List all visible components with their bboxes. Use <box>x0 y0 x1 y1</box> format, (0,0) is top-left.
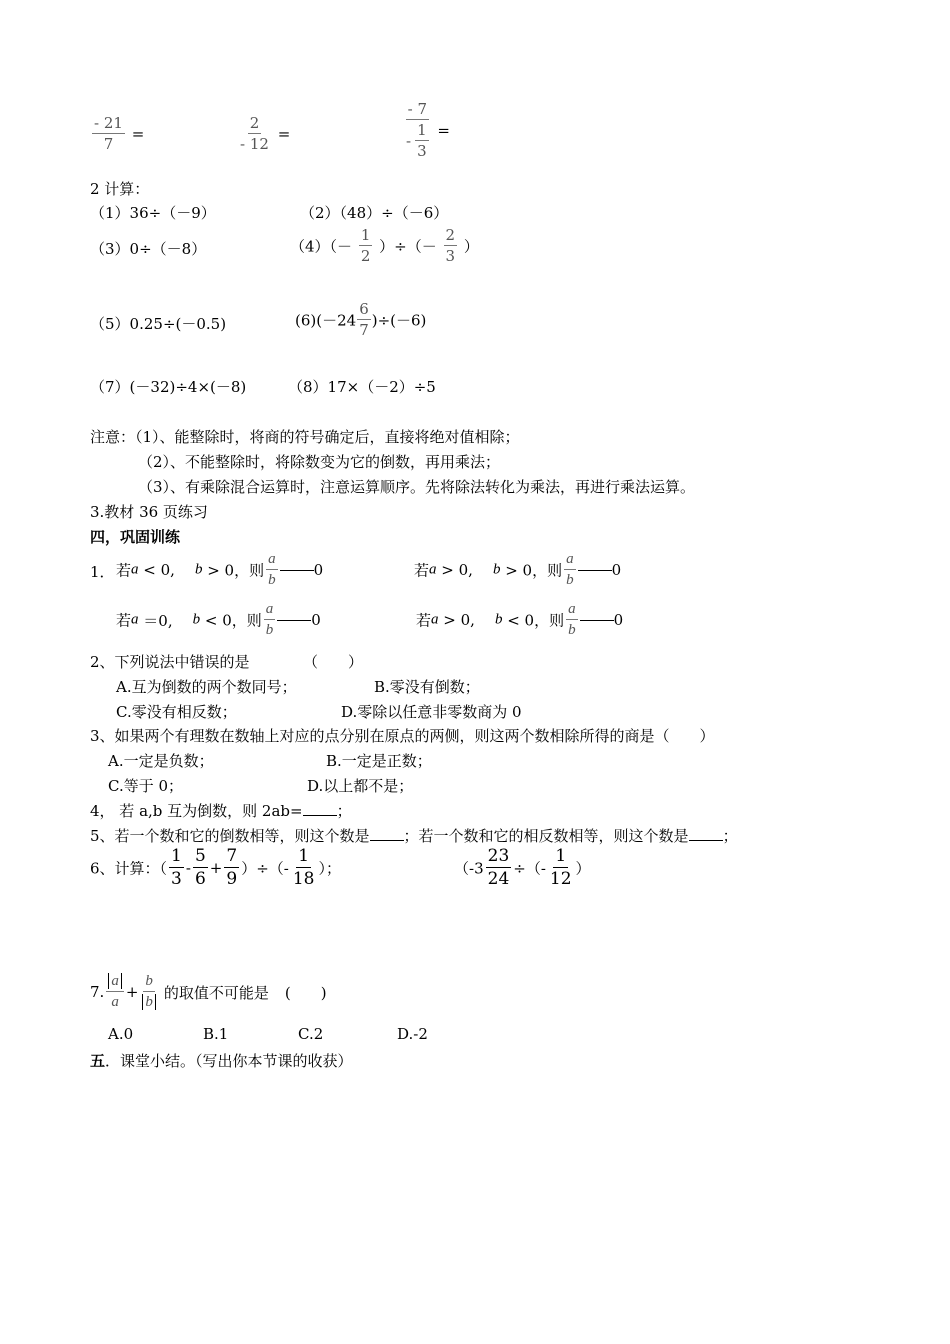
mixed-number-whole: （-3 <box>454 859 484 878</box>
section-3-text: 3.教材 36 页练习 <box>90 503 208 521</box>
operator-divide: ）÷（- <box>241 859 289 878</box>
frac-num: - 21 <box>94 114 123 132</box>
section-5 <box>90 1050 353 1071</box>
question-6-label: 6、计算：（ <box>90 859 168 878</box>
frac-den: 2 <box>360 247 371 265</box>
frac-num: b <box>143 974 155 992</box>
cond-a-relation: > 0, <box>438 611 475 629</box>
condition-1a <box>116 552 323 588</box>
frac-num: 1 <box>298 846 310 866</box>
frac-num: 1 <box>171 846 182 866</box>
var-b: b <box>194 561 203 578</box>
frac-den: 3 <box>445 247 456 265</box>
frac-den: 6 <box>194 869 206 889</box>
note-line-3: （3）、有乘除混合运算时，注意运算顺序。先将除法转化为乘法，再进行乘法运算。 <box>138 478 696 496</box>
operator-plus: + <box>209 859 223 877</box>
question-2-option-a: A.互为倒数的两个数同号； <box>116 678 297 696</box>
question-3-option-a: A.一定是负数； <box>108 752 214 770</box>
answer-blank[interactable] <box>580 620 614 621</box>
cond-pre: 若 <box>116 611 132 630</box>
frac-den <box>404 120 431 159</box>
inner-num: 1 <box>417 121 427 139</box>
operator-minus: - <box>185 859 191 877</box>
problem-4-prefix: （4）（－ <box>290 237 353 256</box>
frac-den: 7 <box>359 321 369 339</box>
problem-8: （8）17×（－2）÷5 <box>288 378 436 396</box>
p1-label: 1． <box>90 563 115 581</box>
answer-blank[interactable] <box>277 620 311 621</box>
section-5-text: ．课堂小结。（写出你本节课的收获） <box>105 1052 353 1070</box>
frac-num: a <box>566 602 578 620</box>
operator-plus: + <box>125 983 139 1001</box>
frac-den-sign: - <box>406 131 412 150</box>
question-7-option-d: D.-2 <box>397 1025 428 1043</box>
complex-fraction <box>402 102 450 159</box>
problem-2: （2）（48）÷（－6） <box>300 204 449 222</box>
cond-post: 0 <box>611 561 622 579</box>
cond-b-relation: < 0，则 <box>200 611 262 630</box>
inner-den: 3 <box>417 142 427 160</box>
problem-3: （3）0÷（－8） <box>90 240 207 258</box>
question-5-end: ； <box>722 827 738 845</box>
cond-post: 0 <box>613 611 624 629</box>
frac-num: 6 <box>359 300 369 318</box>
question-3-stem: 3、如果两个有理数在数轴上对应的点分别在原点的两侧，则这两个数相除所得的商是（ ） <box>90 727 715 745</box>
equals-sign: = <box>437 121 450 140</box>
question-2-option-b: B.零没有倒数； <box>374 678 480 696</box>
question-6-expression-1 <box>90 848 341 888</box>
question-2-paren: （ ） <box>303 653 364 671</box>
cond-b-relation: > 0，则 <box>202 561 265 580</box>
frac-den: 7 <box>103 135 114 153</box>
cond-a-relation: < 0, <box>138 561 175 579</box>
var-b: b <box>192 611 201 628</box>
note-line-1: 注意：（1）、能整除时，将商的符号确定后，直接将绝对值相除； <box>90 428 520 446</box>
question-7-label: 7. <box>90 983 105 1001</box>
problem-1: （1）36÷（－9） <box>90 204 216 222</box>
frac-num: 7 <box>226 846 238 866</box>
cond-pre: 若 <box>116 561 132 580</box>
var-a: a <box>131 611 139 628</box>
frac-num: - 7 <box>407 100 427 118</box>
cond-a-relation: > 0, <box>436 561 473 579</box>
question-7-option-b: B.1 <box>203 1025 229 1043</box>
cond-a-relation: ＝0, <box>138 611 173 630</box>
question-3-option-d: D.以上都不是； <box>307 777 414 795</box>
condition-1c <box>116 602 321 638</box>
question-7 <box>90 974 327 1010</box>
frac-den: 18 <box>292 869 315 889</box>
problem-4-middle: ）÷（－ <box>379 237 437 256</box>
var-a: a <box>429 561 437 578</box>
answer-blank[interactable] <box>303 801 337 816</box>
question-5-part-2: ；若一个数和它的相反数相等，则这个数是 <box>403 827 689 845</box>
question-6-expression-2 <box>454 848 591 888</box>
cond-pre: 若 <box>416 611 432 630</box>
frac-den: 12 <box>549 869 572 889</box>
frac-den: b <box>568 622 576 638</box>
frac-den: 3 <box>171 869 182 889</box>
expression-end: ）； <box>318 859 341 878</box>
question-7-paren: ( ) <box>284 983 327 1002</box>
section-5-label: 五 <box>90 1052 106 1070</box>
frac-den: 24 <box>487 869 510 889</box>
problem-6-suffix: )÷(－6) <box>371 311 427 330</box>
question-3-option-b: B.一定是正数； <box>326 752 432 770</box>
var-b: b <box>494 611 503 628</box>
var-a: a <box>131 561 139 578</box>
frac-num: 2 <box>445 226 456 244</box>
cond-post: 0 <box>313 561 324 579</box>
note-line-2: （2）、不能整除时，将除数变为它的倒数，再用乘法； <box>138 453 501 471</box>
frac-num: 1 <box>360 226 371 244</box>
frac-num: 2 <box>249 114 260 132</box>
question-4-text: 4， 若 a,b 互为倒数，则 2ab= <box>90 802 303 820</box>
question-2-stem: 2、下列说法中错误的是 <box>90 653 250 671</box>
fraction-2-over-neg12 <box>236 116 290 152</box>
question-4 <box>90 800 352 821</box>
frac-num: a <box>266 552 278 570</box>
operator-divide: ÷（- <box>513 859 546 878</box>
problem-4-suffix: ） <box>463 237 479 256</box>
frac-num: a <box>564 552 576 570</box>
answer-blank[interactable] <box>280 570 314 571</box>
answer-blank[interactable] <box>578 570 612 571</box>
fraction-neg21-over-7 <box>90 116 144 152</box>
cond-b-relation: > 0，则 <box>500 561 563 580</box>
frac-num: 23 <box>487 846 510 866</box>
cond-b-relation: < 0，则 <box>502 611 565 630</box>
frac-den: b <box>265 622 274 638</box>
equals-sign: = <box>131 125 145 143</box>
problem-7: （7）(－32)÷4×(－8) <box>90 378 247 396</box>
abs-b: b <box>142 994 156 1010</box>
section-2-title: 2 计算： <box>90 180 150 198</box>
question-3-option-c: C.等于 0； <box>108 777 184 795</box>
cond-pre: 若 <box>414 561 430 580</box>
question-4-end: ； <box>336 802 352 820</box>
question-7-text: 的取值不可能是 <box>163 983 269 1002</box>
frac-num: a <box>264 602 276 620</box>
abs-a: a <box>108 973 122 989</box>
answer-blank[interactable] <box>689 826 723 841</box>
frac-den: 9 <box>226 869 238 889</box>
cond-post: 0 <box>311 611 321 629</box>
question-5 <box>90 825 738 846</box>
problem-5: （5）0.25÷(－0.5) <box>90 315 227 333</box>
answer-blank[interactable] <box>370 826 404 841</box>
frac-den: b <box>566 572 574 588</box>
question-5-part-1: 5、若一个数和它的倒数相等，则这个数是 <box>90 827 370 845</box>
problem-4 <box>290 228 479 264</box>
frac-num: 1 <box>555 846 567 866</box>
condition-1d <box>416 602 623 638</box>
frac-den: b <box>268 572 276 588</box>
question-2-option-c: C.零没有相反数； <box>116 703 237 721</box>
var-a: a <box>431 611 439 628</box>
problem-6 <box>295 302 426 338</box>
frac-den: - 12 <box>240 135 269 153</box>
condition-1b <box>414 552 621 588</box>
question-7-option-c: C.2 <box>298 1025 324 1043</box>
var-b: b <box>492 561 501 578</box>
section-4-title: 四，巩固训练 <box>90 528 181 546</box>
question-7-option-a: A.0 <box>108 1025 134 1043</box>
frac-num: 5 <box>194 846 206 866</box>
problem-6-prefix: (6)(－24 <box>295 311 357 330</box>
equals-sign: = <box>277 125 291 143</box>
frac-den: a <box>111 994 119 1010</box>
expression-end: ） <box>575 859 591 878</box>
question-2-option-d: D.零除以任意非零数商为 0 <box>341 703 522 721</box>
